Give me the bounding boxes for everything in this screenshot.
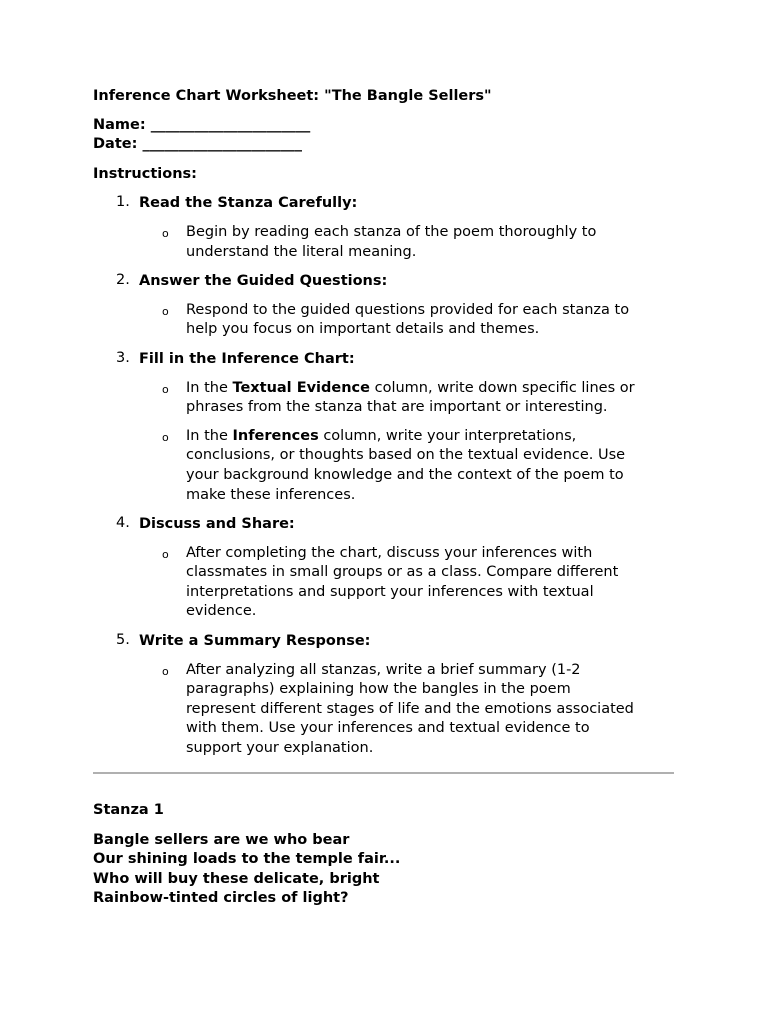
bullet-icon: o — [162, 382, 169, 396]
detail-line: phrases from the stanza that are important or interesting. — [186, 399, 608, 416]
stanza-line: Our shining loads to the temple fair... — [93, 851, 401, 868]
detail-line — [186, 427, 683, 447]
detail-line: Begin by reading each stanza of the poem thoroughly to — [186, 223, 597, 240]
step-detail-textual-evidence — [162, 379, 683, 418]
detail-line: represent different stages of life and the emotions associated — [186, 700, 634, 717]
step-title: Write a Summary Response: — [139, 633, 371, 650]
detail-line: After completing the chart, discuss your inferences with — [186, 544, 593, 561]
detail-line — [186, 379, 683, 399]
detail-line: evidence. — [186, 603, 257, 620]
stanza-line: Who will buy these delicate, bright — [93, 870, 380, 887]
detail-line: help you focus on important details and themes. — [186, 321, 540, 338]
bullet-icon: o — [162, 304, 169, 318]
step-title: Fill in the Inference Chart: — [139, 350, 355, 367]
worksheet-body — [93, 87, 683, 759]
step-4 — [93, 515, 683, 622]
date-blank-line: ______________________ — [142, 136, 302, 153]
textual-evidence-term: Textual Evidence — [232, 379, 370, 396]
detail-text: In the — [186, 427, 233, 444]
detail-line: support your explanation. — [186, 740, 374, 757]
step-detail-inferences — [162, 427, 683, 505]
name-label: Name: — [93, 116, 146, 133]
detail-line: Respond to the guided questions provided for each stanza to — [186, 301, 630, 318]
stanza-line: Rainbow-tinted circles of light? — [93, 890, 349, 907]
step-title: Discuss and Share: — [139, 516, 295, 533]
step-detail — [162, 544, 683, 622]
detail-text: In the — [186, 379, 233, 396]
date-field — [93, 135, 683, 155]
instructions-heading: Instructions: — [93, 165, 197, 182]
detail-text: column, write down specific lines or — [370, 379, 635, 396]
bullet-icon: o — [162, 430, 169, 444]
stanza-line: Bangle sellers are we who bear — [93, 831, 350, 848]
detail-line: your background knowledge and the context of the poem to — [186, 466, 624, 483]
step-number: 1. — [116, 194, 130, 211]
detail-line: After analyzing all stanzas, write a brief summary (1-2 — [186, 661, 581, 678]
step-number: 4. — [116, 515, 130, 532]
stanza-title: Stanza 1 — [93, 802, 164, 818]
step-3 — [93, 350, 683, 505]
step-title: Answer the Guided Questions: — [139, 273, 388, 290]
step-number: 2. — [116, 272, 130, 289]
step-detail — [162, 661, 683, 759]
worksheet-title: Inference Chart Worksheet: "The Bangle Sellers" — [93, 88, 492, 104]
detail-line: classmates in small groups or as a class. Compare different — [186, 564, 619, 581]
stanza-section — [93, 801, 400, 909]
detail-line: make these inferences. — [186, 486, 356, 503]
bullet-icon: o — [162, 664, 169, 678]
step-2 — [93, 272, 683, 340]
detail-line: understand the literal meaning. — [186, 243, 417, 260]
name-blank-line: ______________________ — [150, 116, 311, 133]
name-field — [93, 116, 683, 136]
step-detail — [162, 301, 683, 340]
date-label: Date: — [93, 136, 138, 153]
instructions-list — [93, 194, 683, 758]
detail-line: with them. Use your inferences and textual evidence to — [186, 720, 590, 737]
section-divider — [93, 772, 674, 774]
step-5 — [93, 632, 683, 759]
detail-line: conclusions, or thoughts based on the textual evidence. Use — [186, 447, 626, 464]
step-number: 5. — [116, 632, 130, 649]
detail-line: paragraphs) explaining how the bangles in the poem — [186, 681, 571, 698]
step-1 — [93, 194, 683, 262]
bullet-icon: o — [162, 226, 169, 240]
detail-text: column, write your interpretations, — [318, 427, 577, 444]
step-number: 3. — [116, 349, 130, 366]
bullet-icon: o — [162, 547, 169, 561]
step-detail — [162, 223, 683, 262]
step-title: Read the Stanza Carefully: — [139, 195, 358, 212]
inferences-term: Inferences — [232, 427, 319, 444]
detail-line: interpretations and support your inferences with textual — [186, 583, 594, 600]
